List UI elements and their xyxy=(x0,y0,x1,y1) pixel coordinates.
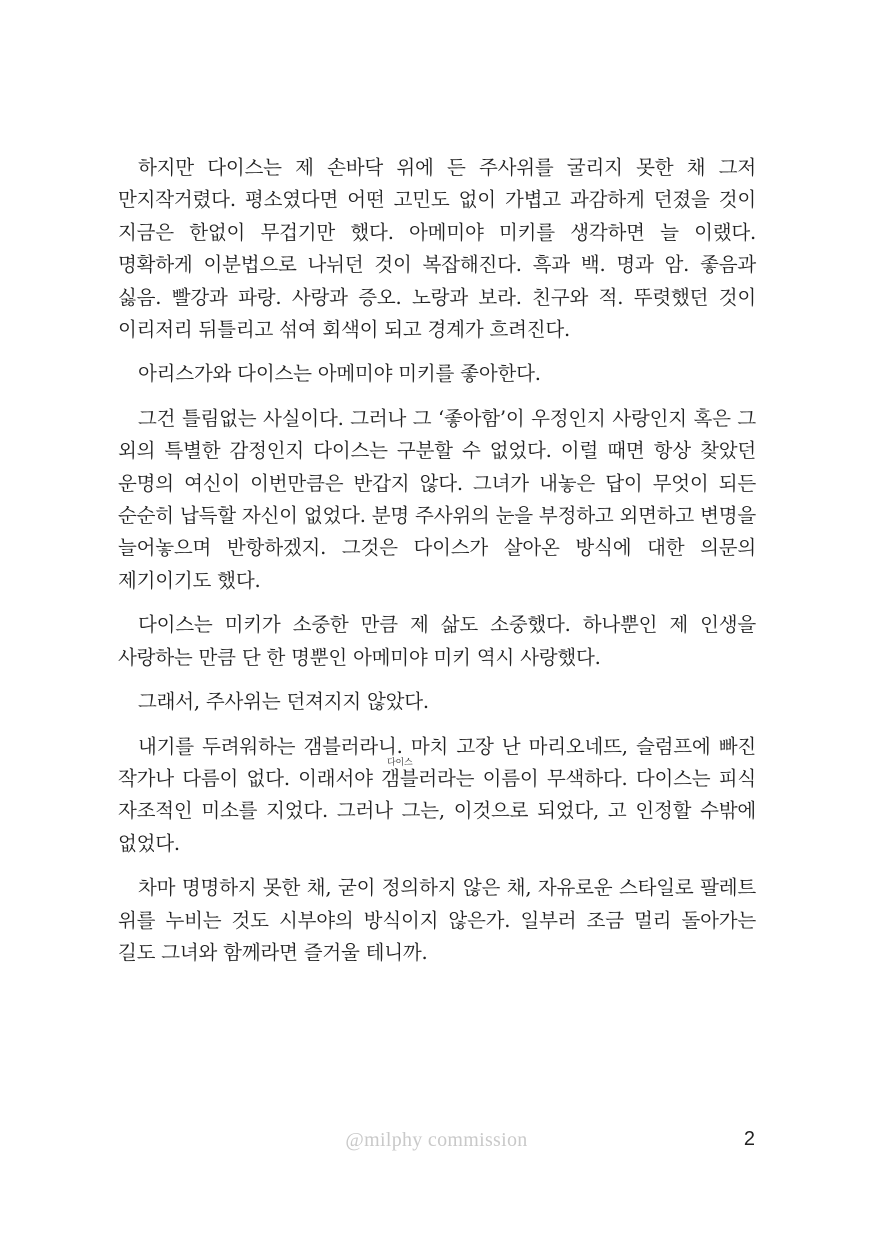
paragraph: 하지만 다이스는 제 손바닥 위에 든 주사위를 굴리지 못한 채 그저 만지작거렸다. 평소였다면 어떤 고민도 없이 가볍고 과감하게 던졌을 것이 지금은 한없이 무겁기만 했다. 아메미야 미키를 생각하면 늘 이랬다. 명확하게 이분법으로 나뉘던 것이 복잡해진다. 흑과 백. 명과 암. 좋음과 싫음. 빨강과 파랑. 사랑과 증오. 노랑과 보라. 친구와 적. 뚜렷했던 것이 이리저리 뒤틀리고 섞여 회색이 되고 경계가 흐려진다. xyxy=(118,156,756,342)
paragraph-with-ruby xyxy=(118,731,756,861)
ruby-paragraph-after: 러라는 이름이 무색하다. 다이스는 피식 자조적인 미소를 지었다. 그러나 그는, 이것으로 되었다, 고 인정할 수밖에 없었다. xyxy=(118,766,757,855)
paragraph: 아리스가와 다이스는 아메미야 미키를 좋아한다. xyxy=(138,362,541,386)
ruby-gloss xyxy=(381,757,419,790)
paragraph: 그래서, 주사위는 던져지지 않았다. xyxy=(138,690,429,714)
commission-watermark: @milphy commission xyxy=(345,1129,528,1151)
page-number: 2 xyxy=(743,1128,755,1150)
paragraph: 그건 틀림없는 사실이다. 그러나 그 ‘좋아함’이 우정인지 사랑인지 혹은 그 외의 특별한 감정인지 다이스는 구분할 수 없었다. 이럴 때면 항상 찾았던 운명의 여신이 이번만큼은 반갑지 않다. 그녀가 내놓은 답이 무엇이 되든 순순히 납득할 자신이 없었다. 분명 주사위의 눈을 부정하고 외면하고 변명을 늘어놓으며 반항하겠지. 그것은 다이스가 살아온 방식에 대한 의문의 제기이기도 했다. xyxy=(118,406,756,592)
story-text-body xyxy=(118,152,756,981)
ruby-base: 갬블 xyxy=(381,766,419,790)
ruby-annotation: 다이스 xyxy=(381,757,419,768)
ruby-paragraph-before: 내기를 두려워하는 갬블러라니. 마치 고장 난 마리오네뜨, 슬럼프에 빠진 작가나 다름이 없다. 이래서야 xyxy=(118,734,756,790)
paragraph: 차마 명명하지 못한 채, 굳이 정의하지 않은 채, 자유로운 스타일로 팔레트 위를 누비는 것도 시부야의 방식이지 않은가. 일부러 조금 멀리 돌아가는 길도 그녀와 함께라면 즐거울 테니까. xyxy=(118,876,756,964)
paragraph: 다이스는 미키가 소중한 만큼 제 삶도 소중했다. 하나뿐인 제 인생을 사랑하는 만큼 단 한 명뿐인 아메미야 미키 역시 사랑했다. xyxy=(118,613,756,669)
